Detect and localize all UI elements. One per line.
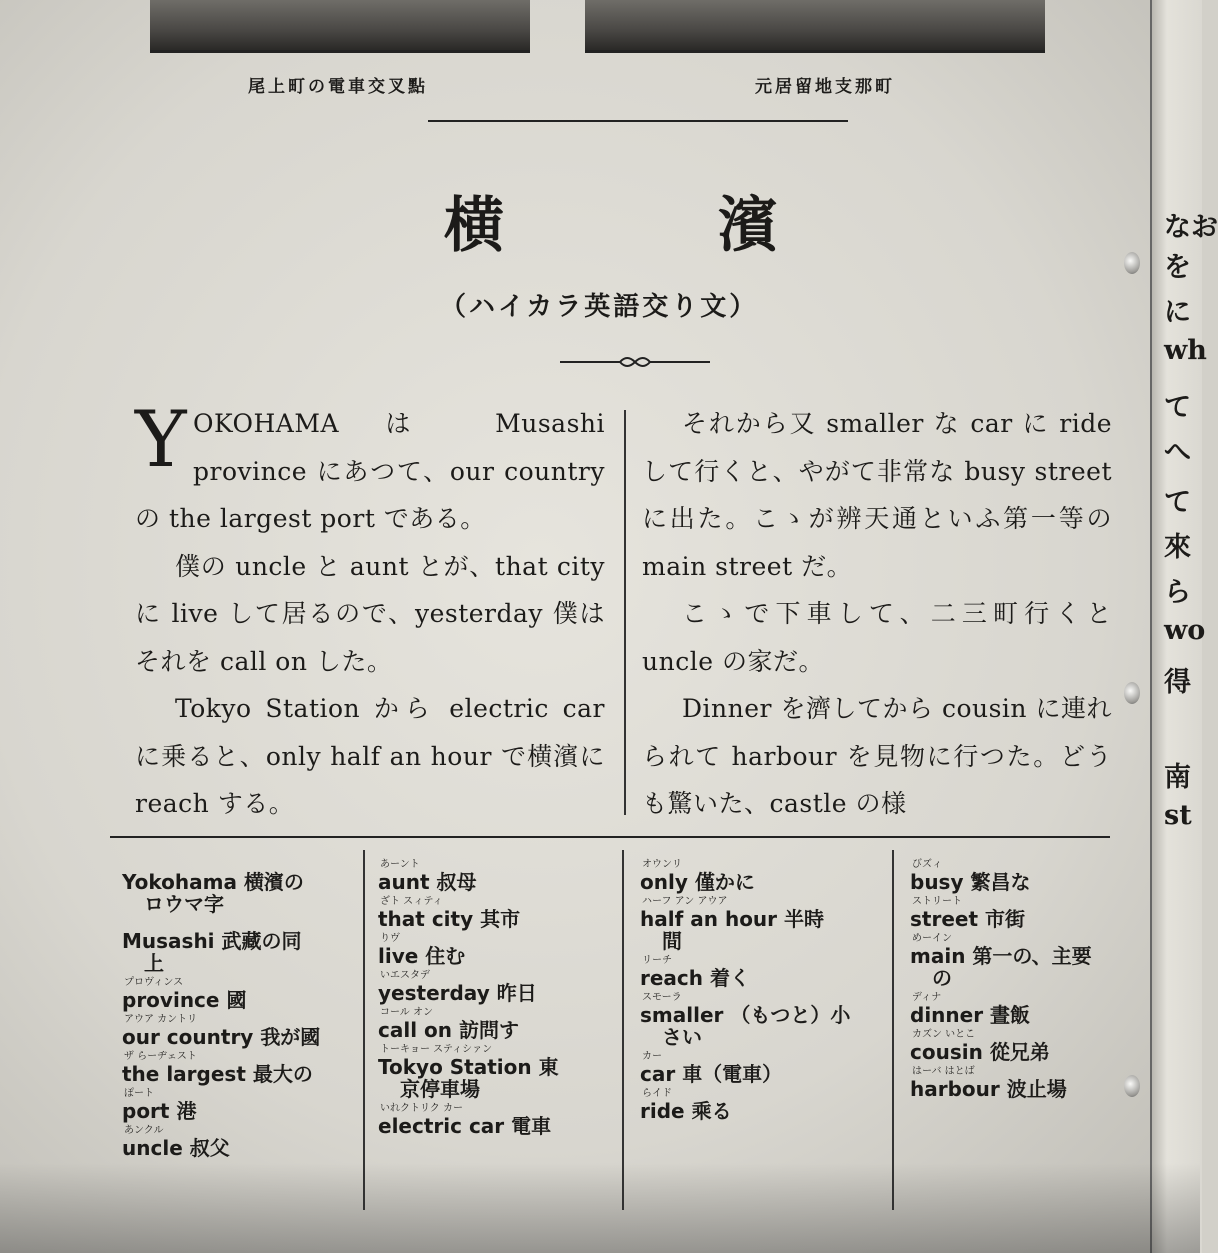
- glossary-japanese: 半時: [784, 907, 824, 931]
- glossary-ruby: コール オン: [380, 1007, 433, 1018]
- glossary-japanese: 晝飯: [990, 1003, 1031, 1027]
- glossary-entry: [640, 1087, 885, 1122]
- glossary-term: [910, 908, 1110, 930]
- glossary-japanese: 叔父: [189, 1136, 230, 1160]
- top-rule: [428, 120, 848, 122]
- binding-ring: [1124, 1075, 1140, 1097]
- glossary-entry: [910, 932, 1110, 989]
- subtitle: （ハイカラ英語交り文）: [440, 292, 759, 322]
- glossary-continuation: ロウマ字: [144, 892, 224, 916]
- glossary-entry: [122, 1087, 357, 1122]
- caption-right: 元居留地支那町: [755, 77, 895, 97]
- glossary-english: yesterday: [378, 981, 490, 1005]
- glossary-term: [910, 1041, 1110, 1063]
- glossary-japanese: 市街: [985, 907, 1025, 931]
- glossary-column-1: [122, 858, 357, 1161]
- glossary-japanese: 訪問す: [458, 1018, 519, 1042]
- adjacent-page-text: wh: [1164, 335, 1207, 366]
- body-right-paragraph-2: こゝで下車して、二三町行くと uncle の家だ。: [642, 599, 1112, 676]
- glossary-term: [640, 908, 885, 930]
- adjacent-page-text: て: [1164, 487, 1191, 518]
- glossary-japanese: 車（電車）: [682, 1062, 783, 1086]
- glossary-english: dinner: [910, 1003, 984, 1027]
- glossary-term: [910, 871, 1110, 893]
- glossary-term: [640, 1004, 885, 1026]
- glossary-column-3: [640, 858, 885, 1124]
- binding-ring: [1124, 252, 1140, 274]
- glossary-entry: [910, 858, 1110, 893]
- glossary-japanese: 國: [226, 988, 247, 1012]
- glossary-english: busy: [910, 870, 964, 894]
- glossary-ruby: ざト スィティ: [380, 896, 443, 907]
- glossary-ruby: カー: [642, 1051, 662, 1062]
- glossary-term: [378, 982, 618, 1004]
- glossary-ruby: アウア カントリ: [124, 1014, 198, 1025]
- adjacent-page-text: なお: [1164, 212, 1218, 243]
- glossary-term: [640, 871, 885, 893]
- glossary-japanese: 波止場: [1006, 1077, 1067, 1101]
- adjacent-page-text: ら: [1164, 577, 1191, 608]
- page-shadow: [0, 1163, 1200, 1253]
- glossary-ruby: らイド: [642, 1088, 672, 1099]
- glossary-japanese: 武藏の同: [221, 929, 302, 953]
- glossary-entry: [378, 895, 618, 930]
- glossary-column-2: [378, 858, 618, 1139]
- glossary-term: [122, 871, 357, 893]
- column-divider: [624, 410, 626, 815]
- glossary-english: uncle: [122, 1136, 183, 1160]
- glossary-continuation: さい: [662, 1025, 702, 1049]
- adjacent-page-text: 得: [1164, 667, 1191, 698]
- glossary-japanese: 僅かに: [694, 870, 755, 894]
- glossary-ruby: びズィ: [912, 859, 943, 870]
- glossary-japanese: 港: [176, 1099, 197, 1123]
- glossary-entry: [910, 1065, 1110, 1100]
- glossary-term: [910, 945, 1110, 967]
- glossary-entry: [378, 858, 618, 893]
- adjacent-page-edge: [1150, 0, 1218, 1253]
- glossary-japanese: 乘る: [691, 1099, 732, 1123]
- glossary-entry: [910, 1028, 1110, 1063]
- glossary-continuation: 間: [662, 929, 682, 953]
- glossary-ruby: スモーラ: [642, 992, 682, 1003]
- title-char-1: 横: [444, 191, 504, 261]
- glossary-continuation: の: [932, 966, 952, 990]
- ornament-divider: [560, 352, 710, 372]
- glossary-ruby: あーント: [380, 859, 420, 870]
- glossary-term: [122, 1063, 357, 1085]
- glossary-term: [910, 1078, 1110, 1100]
- glossary-english: ride: [640, 1099, 685, 1123]
- glossary-ruby: りヴ: [380, 933, 400, 944]
- glossary-entry: [122, 1124, 357, 1159]
- glossary-english: car: [640, 1062, 676, 1086]
- glossary-ruby: ストリート: [912, 896, 962, 907]
- glossary-term: [122, 1026, 357, 1048]
- glossary-ruby: カズン いとこ: [912, 1029, 976, 1040]
- glossary-continuation: 京停車場: [400, 1077, 480, 1101]
- glossary-term: [122, 989, 357, 1011]
- glossary-ruby: あンクル: [124, 1125, 164, 1136]
- glossary-english: smaller: [640, 1003, 724, 1027]
- glossary-term: [378, 871, 618, 893]
- glossary-column-4: [910, 858, 1110, 1102]
- glossary-japanese: 我が國: [260, 1025, 321, 1049]
- glossary-ruby: リーチ: [642, 955, 672, 966]
- adjacent-page-text: に: [1164, 297, 1191, 328]
- glossary-english: only: [640, 870, 688, 894]
- glossary-ruby: いれクトリク カー: [380, 1103, 463, 1114]
- body-left-paragraph-1: OKOHAMA は Musashi province にあつて、our country の the largest port である。: [135, 409, 605, 533]
- glossary-japanese: 電車: [511, 1114, 552, 1138]
- glossary-english: half an hour: [640, 907, 778, 931]
- glossary-entry: [378, 1006, 618, 1041]
- glossary-ruby: プロヴィンス: [124, 977, 184, 988]
- glossary-term: [122, 1137, 357, 1159]
- glossary-japanese: 東: [538, 1055, 559, 1079]
- glossary-continuation: 上: [144, 951, 164, 975]
- glossary-english: that city: [378, 907, 474, 931]
- glossary-entry: [378, 1043, 618, 1100]
- glossary-english: Musashi: [122, 929, 215, 953]
- body-left-paragraph-2: 僕の uncle と aunt とが、that city に live して居るので、yesterday 僕はそれを call on した。: [135, 551, 605, 676]
- glossary-entry: [122, 1013, 357, 1048]
- glossary-term: [122, 1100, 357, 1122]
- glossary-entry: [910, 895, 1110, 930]
- photo-left: [150, 0, 530, 53]
- glossary-english: Tokyo Station: [378, 1055, 532, 1079]
- glossary-entry: [640, 858, 885, 893]
- adjacent-page-text: 南: [1164, 762, 1191, 793]
- glossary-entry: [640, 954, 885, 989]
- glossary-english: port: [122, 1099, 170, 1123]
- glossary-term: [640, 1063, 885, 1085]
- glossary-japanese: 叔母: [436, 870, 477, 894]
- glossary-term: [640, 1100, 885, 1122]
- glossary-term: [910, 1004, 1110, 1026]
- glossary-term: [640, 967, 885, 989]
- body-right-paragraph-3: Dinner を濟してから cousin に連れられて harbour を見物に行つた。どうも驚いた、castle の様: [642, 694, 1112, 818]
- glossary-english: reach: [640, 966, 704, 990]
- glossary-japanese: 昨日: [496, 981, 537, 1005]
- glossary-entry: [640, 895, 885, 952]
- adjacent-page-text: を: [1164, 252, 1191, 283]
- glossary-ruby: トーキョー スティシァン: [380, 1044, 493, 1055]
- glossary-entry: [378, 969, 618, 1004]
- glossary-term: [122, 930, 357, 952]
- adjacent-page-text: st: [1164, 800, 1192, 831]
- glossary-japanese: （もつと）小: [730, 1003, 851, 1027]
- glossary-ruby: オウンリ: [642, 859, 682, 870]
- glossary-divider: [363, 850, 365, 1210]
- caption-left: 尾上町の電車交叉點: [248, 77, 428, 97]
- glossary-term: [378, 1056, 618, 1078]
- glossary-ruby: めーイン: [912, 933, 952, 944]
- glossary-entry: [378, 1102, 618, 1137]
- glossary-english: main: [910, 944, 966, 968]
- glossary-entry: [640, 991, 885, 1048]
- adjacent-page-text: wo: [1164, 615, 1206, 646]
- glossary-english: call on: [378, 1018, 453, 1042]
- glossary-english: our country: [122, 1025, 254, 1049]
- body-column-left: [135, 395, 605, 828]
- glossary-ruby: ディナ: [912, 992, 942, 1003]
- glossary-entry: [378, 932, 618, 967]
- photo-right: [585, 0, 1045, 53]
- glossary-ruby: はーバ はとば: [912, 1066, 975, 1077]
- glossary-entry: [122, 1050, 357, 1085]
- glossary-term: [378, 908, 618, 930]
- glossary-entry: [122, 976, 357, 1011]
- glossary-ruby: ぽート: [124, 1088, 154, 1099]
- glossary-ruby: いエスタデ: [380, 970, 430, 981]
- glossary-rule: [110, 836, 1110, 838]
- glossary-english: aunt: [378, 870, 430, 894]
- glossary-entry: [640, 1050, 885, 1085]
- glossary-entry: [910, 991, 1110, 1026]
- glossary-english: harbour: [910, 1077, 1000, 1101]
- glossary-term: [378, 945, 618, 967]
- adjacent-page-text: 來: [1164, 532, 1191, 563]
- glossary-japanese: 從兄弟: [989, 1040, 1050, 1064]
- glossary-ruby: ザ らーヂェスト: [124, 1051, 197, 1062]
- adjacent-page-text: へ: [1164, 437, 1191, 468]
- glossary-entry: [122, 917, 357, 974]
- glossary-term: [378, 1019, 618, 1041]
- glossary-japanese: 其市: [480, 907, 521, 931]
- glossary-english: street: [910, 907, 979, 931]
- binding-ring: [1124, 682, 1140, 704]
- body-right-paragraph-1: それから又 smaller な car に ride して行くと、やがて非常な busy street に出た。こゝが辨天通といふ第一等の main street だ。: [642, 409, 1112, 581]
- glossary-japanese: 第一の、主要: [972, 944, 1092, 968]
- glossary-entry: [122, 858, 357, 915]
- glossary-japanese: 横濱の: [243, 870, 304, 894]
- title-char-2: 濱: [718, 191, 778, 261]
- glossary-english: live: [378, 944, 419, 968]
- drop-cap: Y: [135, 395, 187, 485]
- glossary-ruby: ハーフ アン アウア: [642, 896, 728, 907]
- body-left-paragraph-3: Tokyo Station から electric car に乗ると、only half an hour で横濱に reach する。: [135, 694, 605, 818]
- glossary-english: cousin: [910, 1040, 983, 1064]
- glossary-english: electric car: [378, 1114, 505, 1138]
- glossary-japanese: 最大の: [252, 1062, 313, 1086]
- glossary-term: [378, 1115, 618, 1137]
- glossary-japanese: 着く: [710, 966, 750, 990]
- adjacent-page-text: て: [1164, 392, 1191, 423]
- glossary-divider: [622, 850, 624, 1210]
- glossary-english: the largest: [122, 1062, 246, 1086]
- glossary-divider: [892, 850, 894, 1210]
- glossary-english: province: [122, 988, 220, 1012]
- body-column-right: [642, 400, 1112, 828]
- glossary-japanese: 住む: [425, 944, 466, 968]
- glossary-japanese: 繁昌な: [970, 870, 1031, 894]
- glossary-english: Yokohama: [122, 870, 237, 894]
